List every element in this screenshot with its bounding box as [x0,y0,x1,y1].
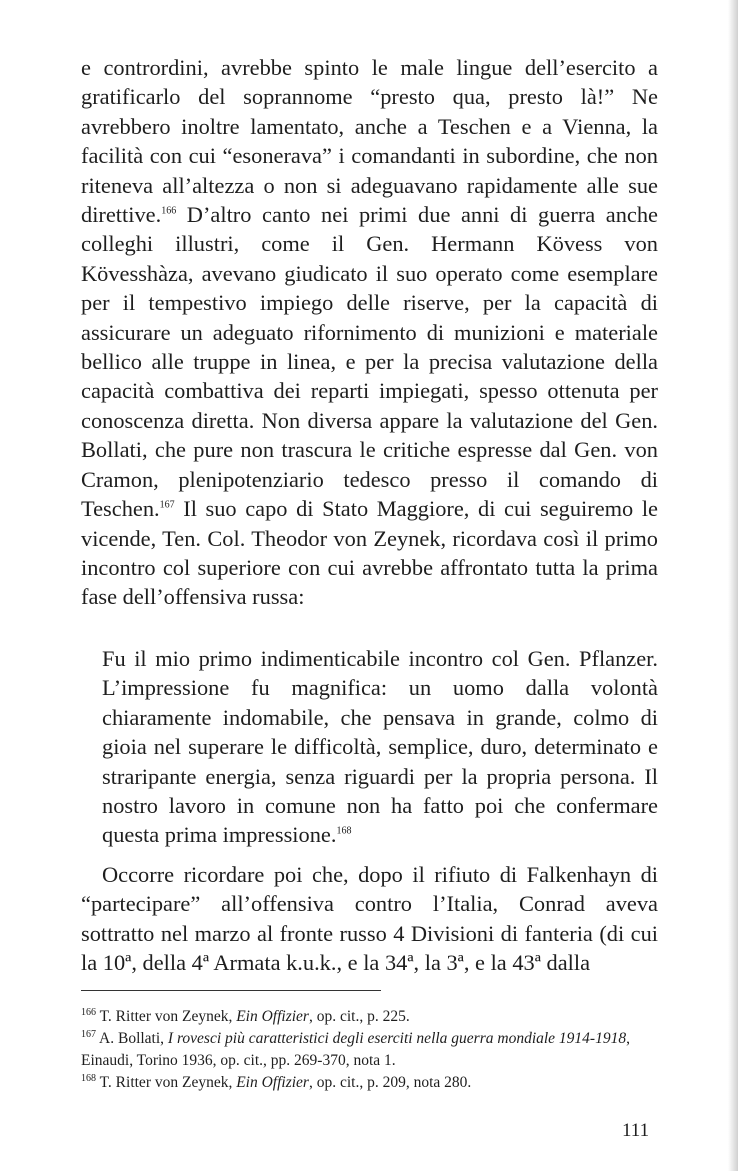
footnote-168 [81,1072,658,1094]
footnote-number: 166 [81,1006,96,1018]
footnote-title: Ein Offizier [236,1074,309,1091]
paragraph-1-text-c: Il suo capo di Stato Maggiore, di cui seguiremo le vicende, Ten. Col. Theodor von Zeynek, ricordava così il primo incontro col superiore con cui avrebbe affrontato tutta la prima fase dell’offensiva russa: [81,496,658,610]
footnote-number: 168 [81,1072,96,1084]
block-quote [102,644,658,850]
footnote-number: 167 [81,1028,96,1040]
paragraph-2 [81,860,658,978]
paragraph-1-text-a: e contrordini, avrebbe spinto le male lingue dell’esercito a gratificarlo del soprannome “presto qua, presto là!” Ne avrebbero inoltre lamentato, anche a Teschen e a Vienna, la facilità con cui “esonerava” i comandanti in subordine, che non riteneva all’altezza o non si adeguavano rapidamente alle sue direttive. [81,55,658,228]
footnote-text: , op. cit., p. 225. [308,1008,410,1025]
footnote-ref-166[interactable]: 166 [161,205,177,217]
paragraph-2-text: Occorre ricordare poi che, dopo il rifiuto di Falkenhayn di “partecipare” all’offensiva contro l’Italia, Conrad aveva sottratto nel marzo al fronte russo 4 Divisioni di fanteria (di cui la 10ª, della 4ª Armata k.u.k., e la 34ª, la 3ª, e la 43ª dalla [81,862,658,976]
footnote-text: A. Bollati, [99,1030,168,1047]
footnote-text: T. Ritter von Zeynek, [99,1008,237,1025]
footnote-text: T. Ritter von Zeynek, [99,1074,237,1091]
footnote-title: Ein Offizier [236,1008,309,1025]
footnote-167 [81,1028,658,1072]
footnotes [81,1006,658,1094]
footnote-text: , Einaudi, Torino 1936, op. cit., pp. 269-370, nota 1. [81,1030,630,1069]
block-quote-text: Fu il mio primo indimenticabile incontro col Gen. Pflanzer. L’impressione fu magnifica: un uomo dalla volontà chiaramente indomabile, che pensava in grande, colmo di gioia nel superare le difficoltà, semplice, duro, determinato e straripante energia, senza riguardi per la propria persona. Il nostro lavoro in comune non ha fatto poi che confermare questa prima impressione. [102,646,658,848]
footnote-166 [81,1006,658,1028]
page-edge-shadow [728,0,738,1171]
footnote-ref-167[interactable]: 167 [159,499,175,511]
footnote-title: I rovesci più caratteristici degli eserciti nella guerra mondiale 1914-1918 [167,1030,627,1047]
footnote-ref-168[interactable]: 168 [336,825,352,837]
paragraph-1-text-b: D’altro canto nei primi due anni di guerra anche colleghi illustri, come il Gen. Hermann Kövess von Kövesshàza, avevano giudicato il suo operato come esemplare per il tempestivo impiego delle riserve, per la capacità di assicurare un adeguato rifornimento di munizioni e materiale bellico alle truppe in linea, e per la precisa valutazione della capacità combattiva dei reparti impiegati, spesso ottenuta per conoscenza diretta. Non diversa appare la valutazione del Gen. Bollati, che pure non trascura le critiche espresse dal Gen. von Cramon, plenipotenziario tedesco presso il comando di Teschen. [81,202,658,522]
paragraph-1 [81,53,658,612]
page-number: 111 [622,1120,650,1141]
footnote-divider [81,990,381,991]
footnote-text: , op. cit., p. 209, nota 280. [308,1074,472,1091]
